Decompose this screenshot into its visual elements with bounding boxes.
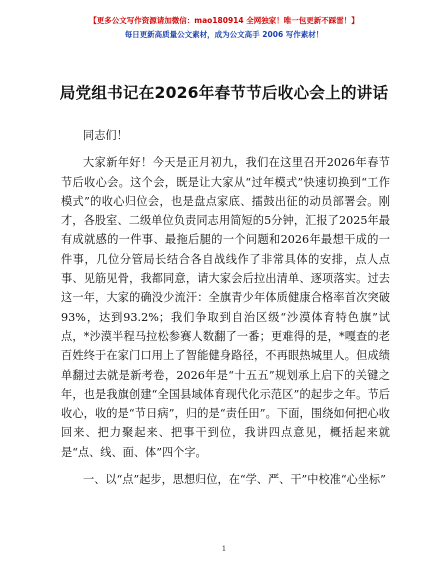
page-number: 1 <box>221 545 227 553</box>
document-body <box>61 126 390 489</box>
section-heading: 一、以“点”起步，思想归位，在“学、严、干”中校准“心坐标” <box>83 473 386 487</box>
banner-subtitle-line: 每日更新高质量公文素材，成为公文高手 2006 写作素材！ <box>124 30 324 39</box>
banner-promo-line: 【更多公文写作资源请加微信：mao180914 全网独家！唯一包更新不踩雷！】 <box>89 16 359 25</box>
header-banner <box>0 14 448 42</box>
body-paragraph: 大家新年好！今天是正月初九，我们在这里召开2026年春节节后收心会。这个会，既是让大家从“过年模式”快速切换到“工作模式”的收心归位会，也是盘点家底、擂鼓出征的动员部署会。刚才，各股室、二级单位负责同志用简短的5分钟，汇报了2025年最有成就感的一件事、最拖后腿的一个问题和2026年最想干成的一件事，几位分管局长结合各自战线作了非常具体的安排，点人点事、见筋见骨，我都同意，请大家会后拉出清单、逐项落实。过去这一年，大家的确没少流汗：全旗青少年体质健康合格率首次突破93%，达到93.2%；我们争取到自治区级“沙漠体育特色旗”试点，*沙漠半程马拉松参赛人数翻了一番；更难得的是，*嘎查的老百姓终于在家门口用上了智能健身路径，不再眼热城里人。但成绩单翻过去就是新考卷，2026年是“十五五”规划承上启下的关键之年，也是我旗创建“全国县域体育现代化示范区”的起步之年。节后收心，收的是“节日病”，归的是“责任田”。下面，围绕如何把心收回来、把力聚起来、把事干到位，我讲四点意见，概括起来就是“点、线、面、体”四个字。 <box>61 156 390 459</box>
greeting: 同志们！ <box>83 129 128 142</box>
document-title: 局党组书记在2026年春节节后收心会上的讲话 <box>59 84 389 102</box>
